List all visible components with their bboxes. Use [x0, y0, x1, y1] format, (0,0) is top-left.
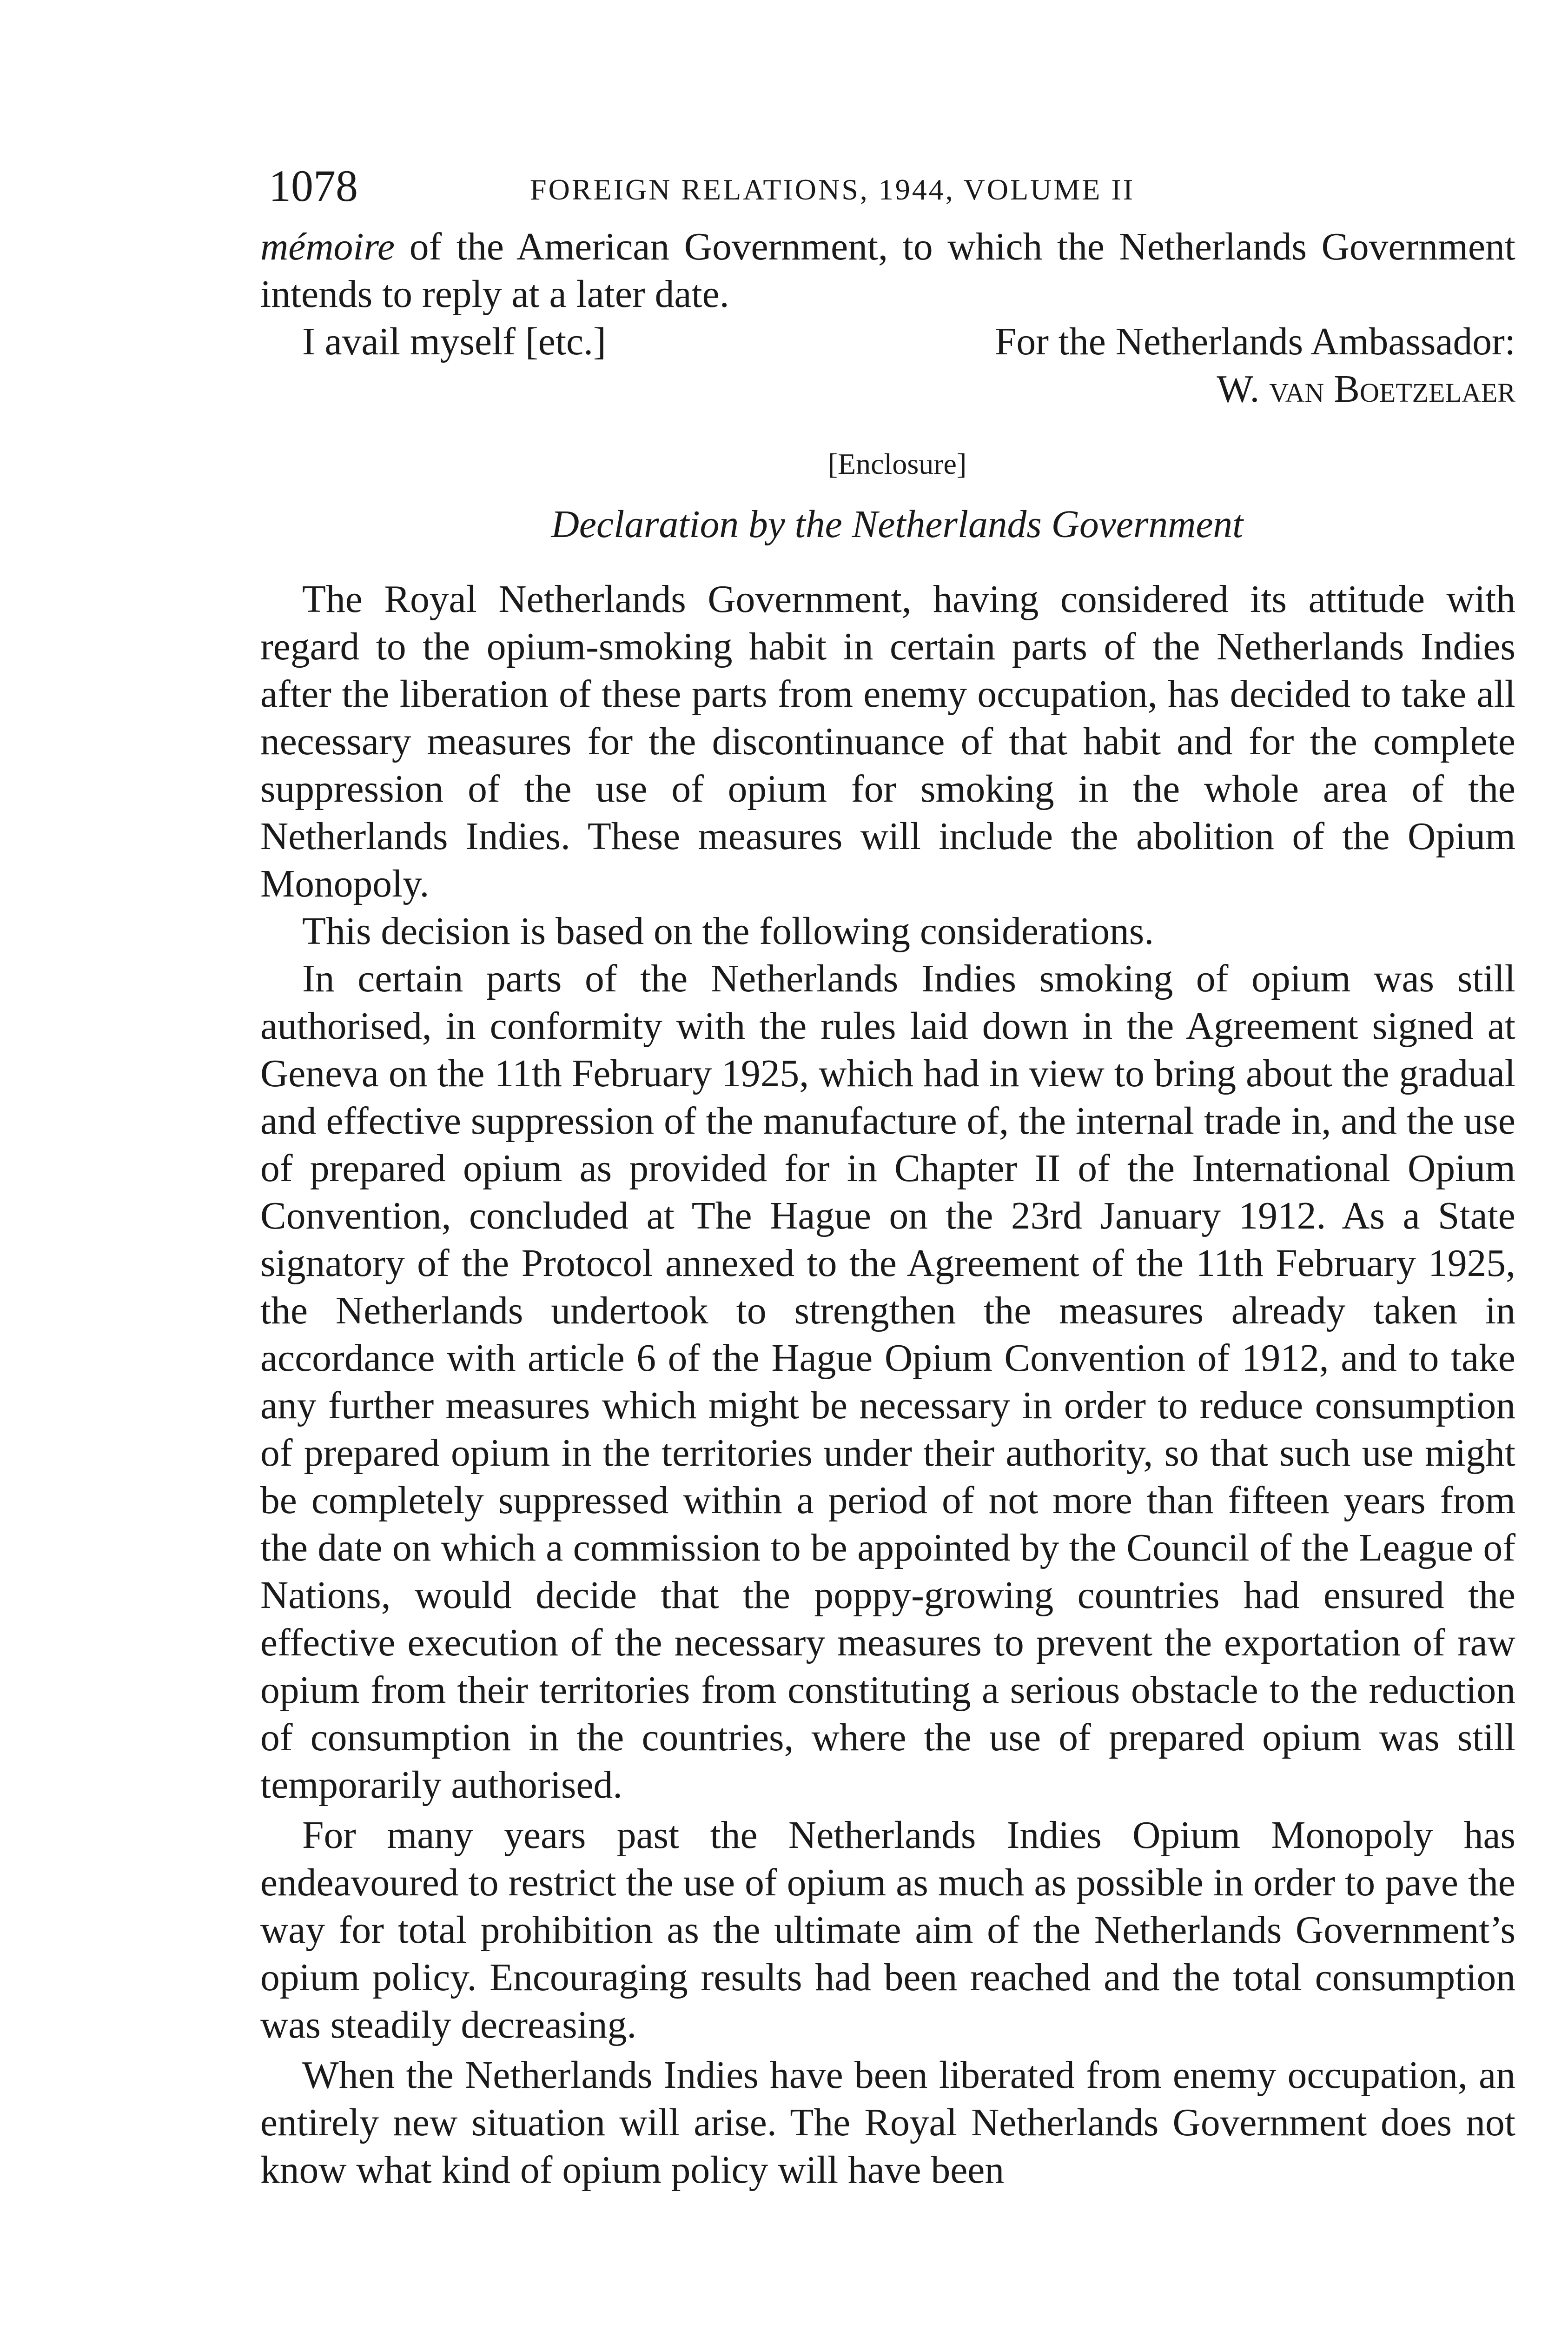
paragraph: This decision is based on the following considerations.: [302, 910, 1154, 953]
running-title: FOREIGN RELATIONS, 1944, VOLUME II: [530, 173, 1135, 206]
declaration-title: Declaration by the Netherlands Government: [551, 503, 1244, 546]
signature-for-line: For the Netherlands Ambassador:: [994, 320, 1515, 363]
closing-formula: I avail myself [etc.]: [302, 320, 606, 363]
letter-continuation: [260, 223, 1515, 318]
signer-initial: W.: [1217, 368, 1270, 411]
paragraph: When the Netherlands Indies have been liberated from enemy occupation, an entirely new situation will arise. The Royal Netherlands Government does not know what kind of opium policy will have been: [260, 2054, 1515, 2192]
paragraph: The Royal Netherlands Government, having considered its attitude with regard to the opium-smoking habit in certain parts of the Netherlands Indies after the liberation of these parts from enemy occupation, has decided to take all necessary measures for the discontinuance of that habit and for the complete suppression of the use of opium for smoking in the whole area of the Netherlands Indies. These measures will include the abolition of the Opium Monopoly.: [260, 578, 1515, 905]
paragraph: For many years past the Netherlands Indies Opium Monopoly has endeavoured to restrict the use of opium as much as possible in order to pave the way for total prohibition as the ultimate aim of the Netherlands Government’s opium policy. Encouraging results had been reached and the total consumption was steadily decreasing.: [260, 1814, 1515, 2046]
declaration-body: [260, 576, 1515, 2194]
italic-term: mémoire: [260, 226, 395, 268]
signer-name: [260, 365, 1515, 413]
document-page: [260, 158, 1515, 2194]
paragraph: In certain parts of the Netherlands Indies smoking of opium was still authorised, in conformity with the rules laid down in the Agreement signed at Geneva on the 11th February 1925, which had in view to bring about the gradual and effective suppression of the manufacture of, the internal trade in, and the use of prepared opium as provided for in Chapter II of the International Opium Convention, concluded at The Hague on the 23rd January 1912. As a State signatory of the Protocol annexed to the Agreement of the 11th February 1925, the Netherlands undertook to strengthen the measures already taken in accordance with article 6 of the Hague Opium Convention of 1912, and to take any further measures which might be necessary in order to reduce consumption of prepared opium in the territories under their authority, so that such use might be completely suppressed within a period of not more than fifteen years from the date on which a commission to be appointed by the Council of the League of Nations, would decide that the poppy-growing countries had ensured the effective execution of the necessary measures to prevent the exportation of raw opium from their territories from constituting a serious obstacle to the reduction of consumption in the countries, where the use of prepared opium was still temporarily authorised.: [260, 957, 1515, 1807]
signer-surname: van Boetzelaer: [1269, 368, 1515, 411]
continuation-text: of the American Government, to which the Netherlands Government intends to reply at a later date.: [260, 226, 1515, 316]
page-number: 1078: [269, 161, 358, 211]
running-header: [260, 158, 1515, 223]
enclosure-label: [Enclosure]: [827, 447, 967, 480]
closing-line: [260, 318, 1515, 365]
letter-ending: [260, 223, 1515, 318]
